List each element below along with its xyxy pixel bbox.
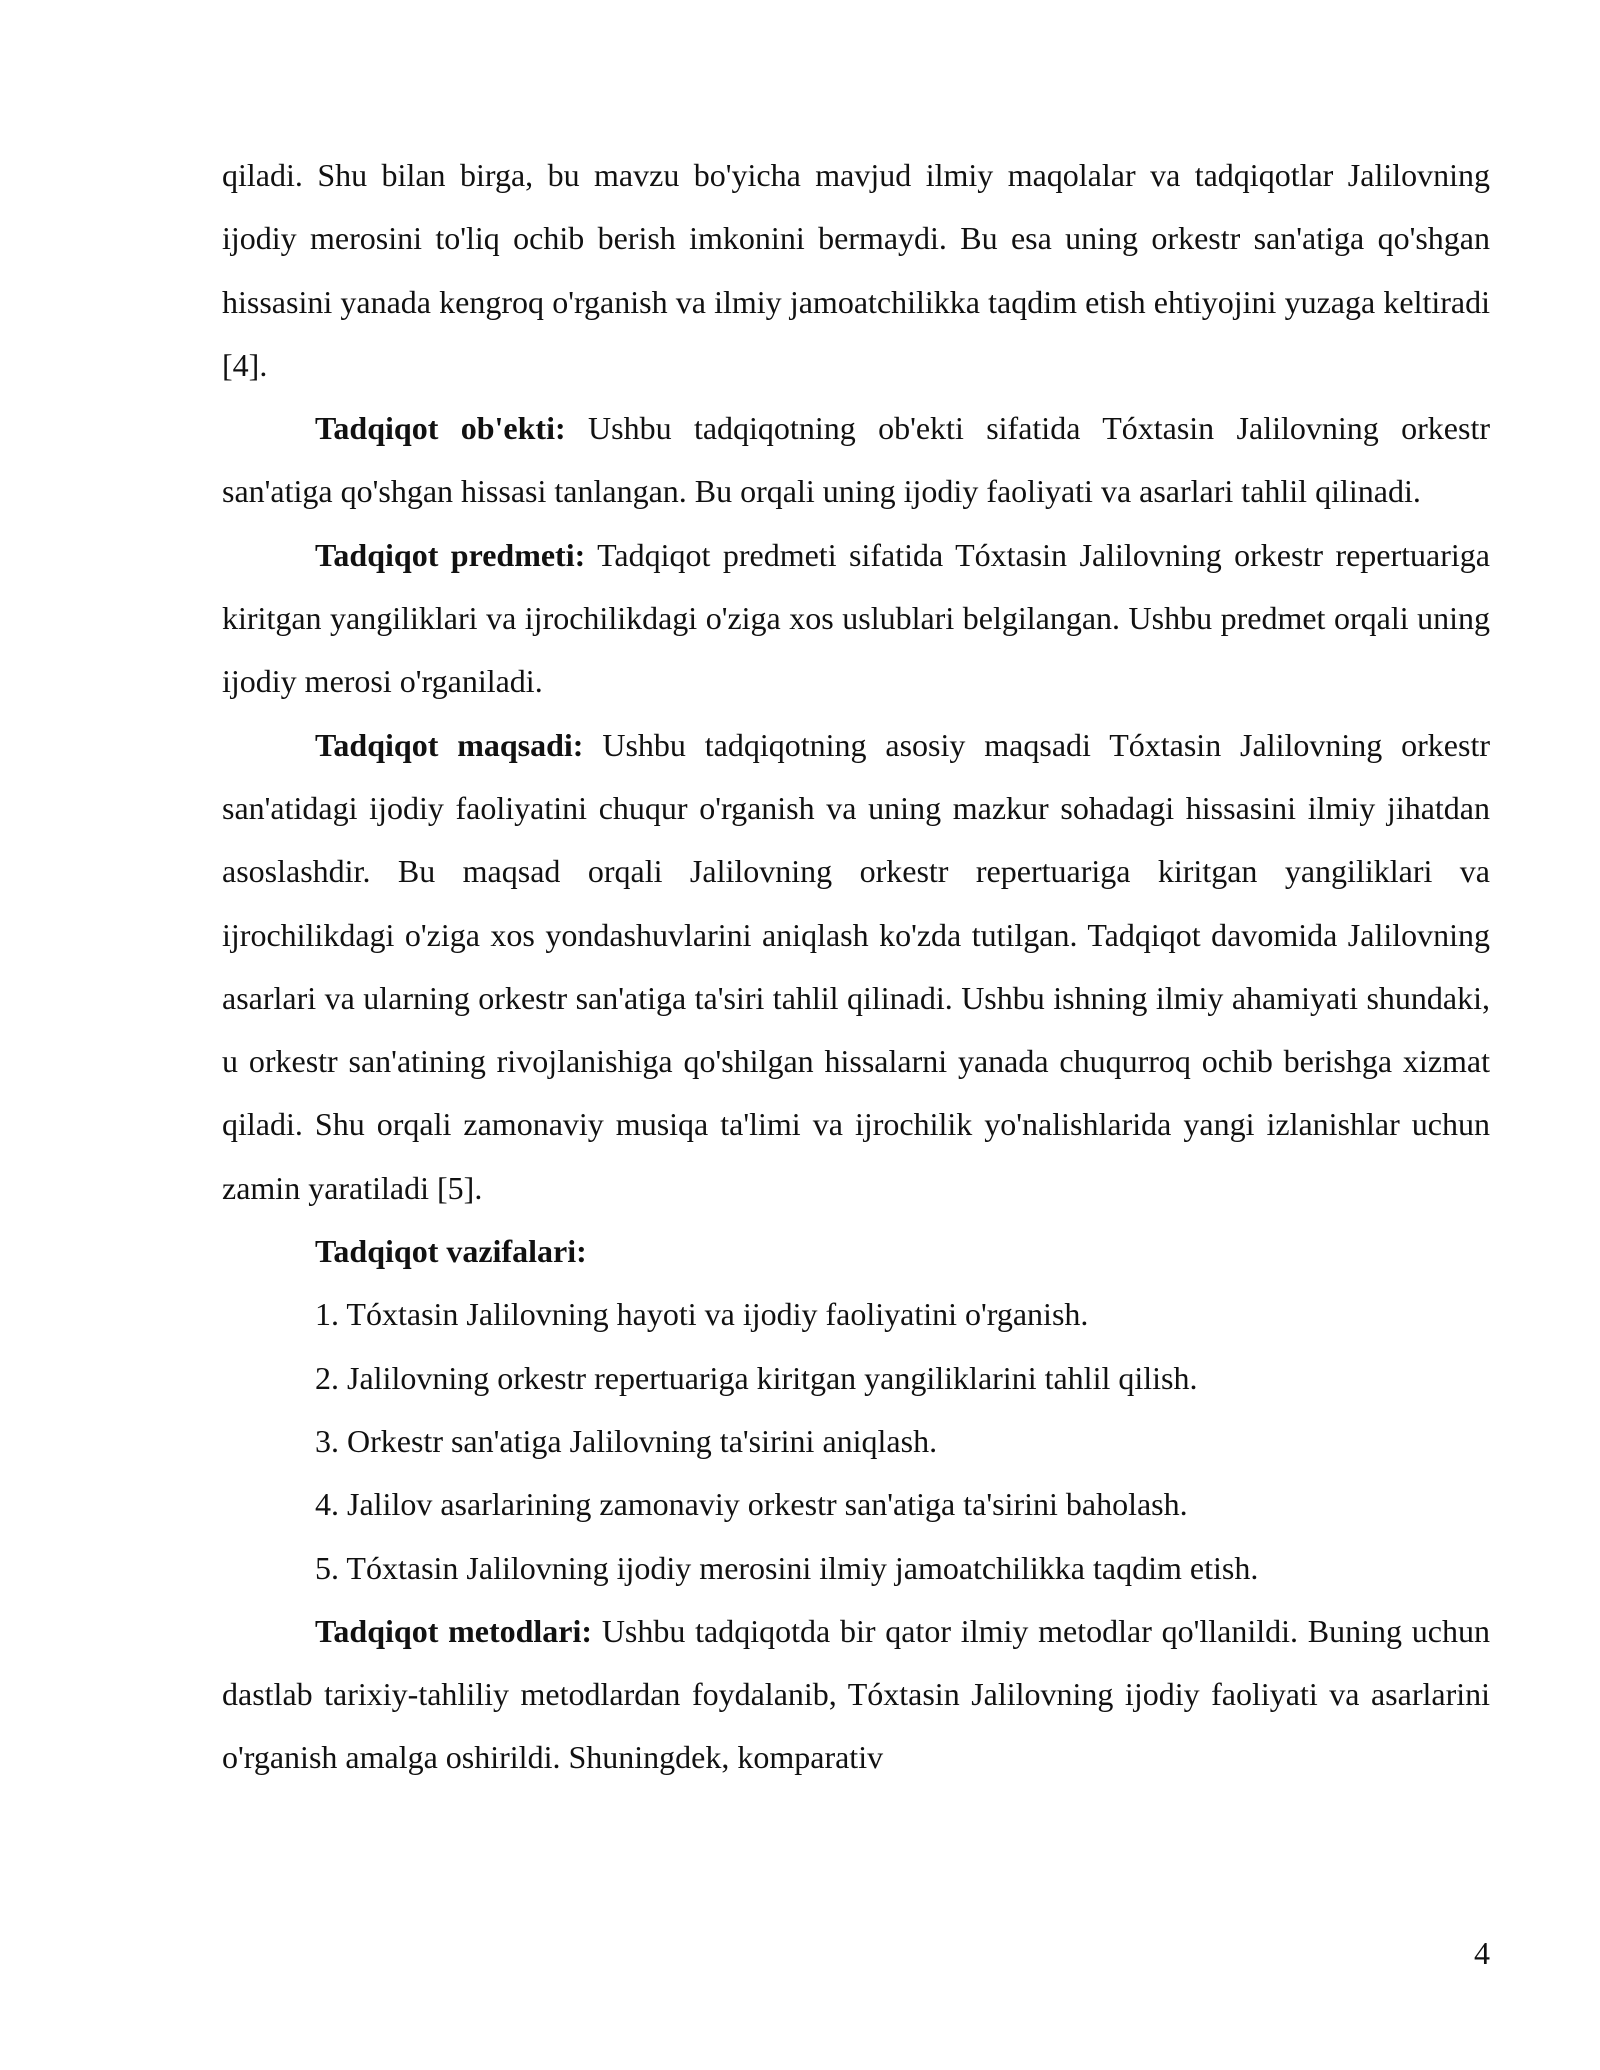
research-object-text: Ushbu tadqiqotning ob'ekti sifatida Tóxtasin Jalilovning orkestr san'atiga qo'shgan hissasi tanlangan. Bu orqali uning ijodiy faoliyati va asarlari tahlil qilinadi. <box>222 410 1491 510</box>
research-tasks-label: Tadqiqot vazifalari: <box>315 1233 587 1270</box>
research-subject-text: Tadqiqot predmeti sifatida Tóxtasin Jalilovning orkestr repertuariga kiritgan yangiliklari va ijrochilikdagi o'ziga xos uslublari belgilangan. Ushbu predmet orqali uning ijodiy merosi o'rganiladi. <box>222 536 1491 700</box>
research-object-label: Tadqiqot ob'ekti: <box>315 410 566 447</box>
research-methods-text: Ushbu tadqiqotda bir qator ilmiy metodlar qo'llanildi. Buning uchun dastlab tarixiy-tahliliy metodlardan foydalanib, Tóxtasin Jalilovning ijodiy faoliyati va asarlarini o'rganish amalga oshirildi. Shuningdek, komparativ <box>222 1612 1491 1776</box>
research-subject-label: Tadqiqot predmeti: <box>315 536 586 573</box>
list-item: 3. Orkestr san'atiga Jalilovning ta'sirini aniqlash. <box>315 1422 938 1459</box>
research-purpose-label: Tadqiqot maqsadi: <box>315 726 584 763</box>
research-tasks-heading <box>222 1220 1490 1283</box>
research-subject-paragraph <box>222 524 1490 714</box>
intro-paragraph: qiladi. Shu bilan birga, bu mavzu bo'yicha mavjud ilmiy maqolalar va tadqiqotlar Jalilovning ijodiy merosini to'liq ochib berish imkonini bermaydi. Bu esa uning orkestr san'atiga qo'shgan hissasini yanada kengroq o'rganish va ilmiy jamoatchilikka taqdim etish ehtiyojini yuzaga keltiradi [4]. <box>222 157 1490 383</box>
list-item: 5. Tóxtasin Jalilovning ijodiy merosini ilmiy jamoatchilikka taqdim etish. <box>315 1549 1259 1586</box>
page-number: 4 <box>1474 1935 1490 1971</box>
document-page <box>222 144 1490 1790</box>
research-methods-label: Tadqiqot metodlari: <box>315 1612 593 1649</box>
research-tasks-list <box>222 1283 1490 1599</box>
research-methods-paragraph <box>222 1600 1490 1790</box>
list-item: 1. Tóxtasin Jalilovning hayoti va ijodiy faoliyatini o'rganish. <box>315 1296 1089 1333</box>
research-purpose-text: Ushbu tadqiqotning asosiy maqsadi Tóxtasin Jalilovning orkestr san'atidagi ijodiy faoliyatini chuqur o'rganish va uning mazkur sohadagi hissasini ilmiy jihatdan asoslashdir. Bu maqsad orqali Jalilovning orkestr repertuariga kiritgan yangiliklari va ijrochilikdagi o'ziga xos yondashuvlarini aniqlash ko'zda tutilgan. Tadqiqot davomida Jalilovning asarlari va ularning orkestr san'atiga ta'siri tahlil qilinadi. Ushbu ishning ilmiy ahamiyati shundaki, u orkestr san'atining rivojlanishiga qo'shilgan hissalarni yanada chuqurroq ochib berishga xizmat qiladi. Shu orqali zamonaviy musiqa ta'limi va ijrochilik yo'nalishlarida yangi izlanishlar uchun zamin yaratiladi [5]. <box>222 726 1491 1206</box>
list-item: 2. Jalilovning orkestr repertuariga kiritgan yangiliklarini tahlil qilish. <box>315 1359 1198 1396</box>
research-object-paragraph <box>222 397 1490 524</box>
research-purpose-paragraph <box>222 714 1490 1220</box>
list-item: 4. Jalilov asarlarining zamonaviy orkestr san'atiga ta'sirini baholash. <box>315 1486 1188 1523</box>
